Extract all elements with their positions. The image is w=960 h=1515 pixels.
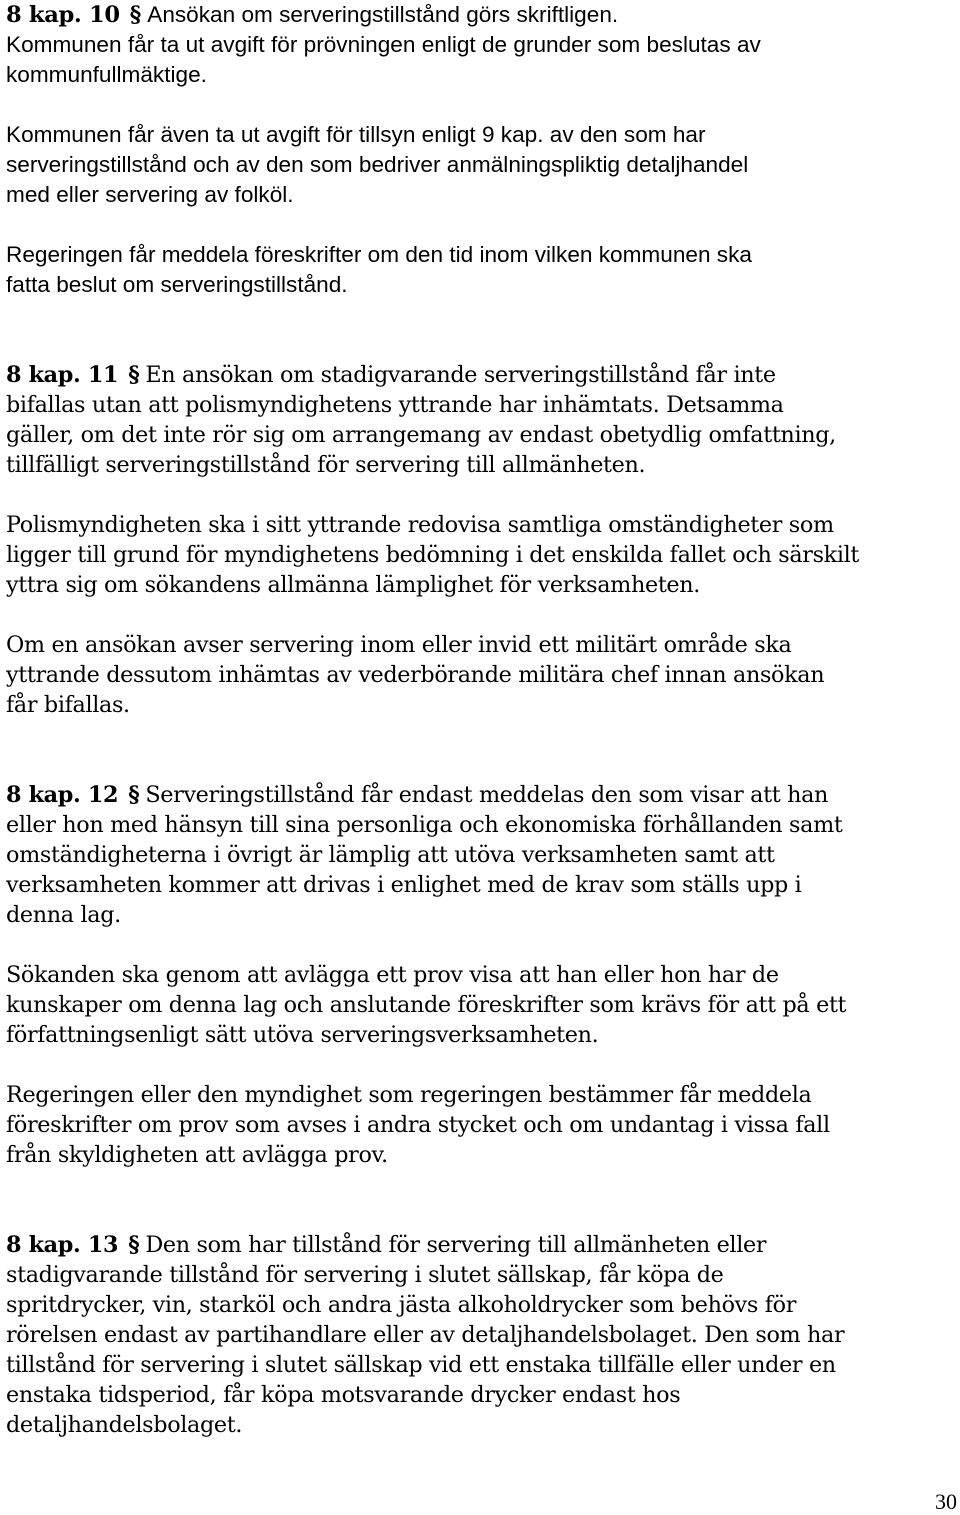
paragraph: Sökanden ska genom att avlägga ett prov visa att han eller hon har de kunskaper om denna lag och anslutande föreskrifter som krävs för att på ett författningsenligt sätt utöva serveringsverksamheten.	[6, 962, 847, 1048]
section-sign-icon: §	[128, 782, 140, 808]
section-8-kap-13	[6, 1230, 956, 1440]
paragraph: 8 kap. 11 § En ansökan om stadigvarande serveringstillstånd får inte bifallas utan att polismyndighetens yttrande har inhämtats. Detsamma gäller, om det inte rör sig om arrangemang av endast obetydlig omfattning, tillfälligt serveringstillstånd för servering till allmänheten.	[6, 362, 836, 478]
paragraph: Regeringen eller den myndighet som regeringen bestämmer får meddela föreskrifter om prov som avses i andra stycket och om undantag i vissa fall från skyldigheten att avlägga prov.	[6, 1082, 830, 1168]
section-number: 8 kap. 11	[6, 362, 119, 388]
page-number: 30	[935, 1489, 957, 1514]
section-number: 8 kap. 10	[6, 2, 120, 28]
section-sign-icon: §	[128, 1232, 140, 1258]
paragraph: 8 kap. 12 § Serveringstillstånd får endast meddelas den som visar att han eller hon med hänsyn till sina personliga och ekonomiska förhållanden samt omständigheterna i övrigt är lämplig att utöva verksamheten samt att verksamheten kommer att drivas i enlighet med de krav som ställs upp i denna lag.	[6, 782, 843, 928]
section-sign-icon: §	[129, 2, 142, 28]
section-number: 8 kap. 12	[6, 782, 119, 808]
paragraph: 8 kap. 10 § Ansökan om serveringstillstånd görs skriftligen. Kommunen får ta ut avgift för prövningen enligt de grunder som beslutas av kommunfullmäktige.	[6, 2, 761, 87]
paragraph: Polismyndigheten ska i sitt yttrande redovisa samtliga omständigheter som ligger till grund för myndighetens bedömning i det enskilda fallet och särskilt yttra sig om sökandens allmänna lämplighet för verksamheten.	[6, 512, 860, 598]
section-8-kap-10	[6, 0, 956, 300]
section-8-kap-12	[6, 780, 956, 1170]
section-8-kap-11	[6, 360, 956, 720]
section-number: 8 kap. 13	[6, 1232, 119, 1258]
paragraph: Regeringen får meddela föreskrifter om den tid inom vilken kommunen ska fatta beslut om serveringstillstånd.	[6, 242, 752, 297]
paragraph: 8 kap. 13 § Den som har tillstånd för servering till allmänheten eller stadigvarande tillstånd för servering i slutet sällskap, får köpa de spritdrycker, vin, starköl och andra jästa alkoholdrycker som behövs för rörelsen endast av partihandlare eller av detaljhandelsbolaget. Den som har tillstånd för servering i slutet sällskap vid ett enstaka tillfälle eller under en enstaka tidsperiod, får köpa motsvarande drycker endast hos detaljhandelsbolaget.	[6, 1232, 845, 1438]
paragraph: Kommunen får även ta ut avgift för tillsyn enligt 9 kap. av den som har serveringstillstånd och av den som bedriver anmälningspliktig detaljhandel med eller servering av folköl.	[6, 122, 749, 207]
section-sign-icon: §	[128, 362, 140, 388]
document-page	[6, 0, 956, 1440]
paragraph: Om en ansökan avser servering inom eller invid ett militärt område ska yttrande dessutom inhämtas av vederbörande militära chef innan ansökan får bifallas.	[6, 632, 825, 718]
